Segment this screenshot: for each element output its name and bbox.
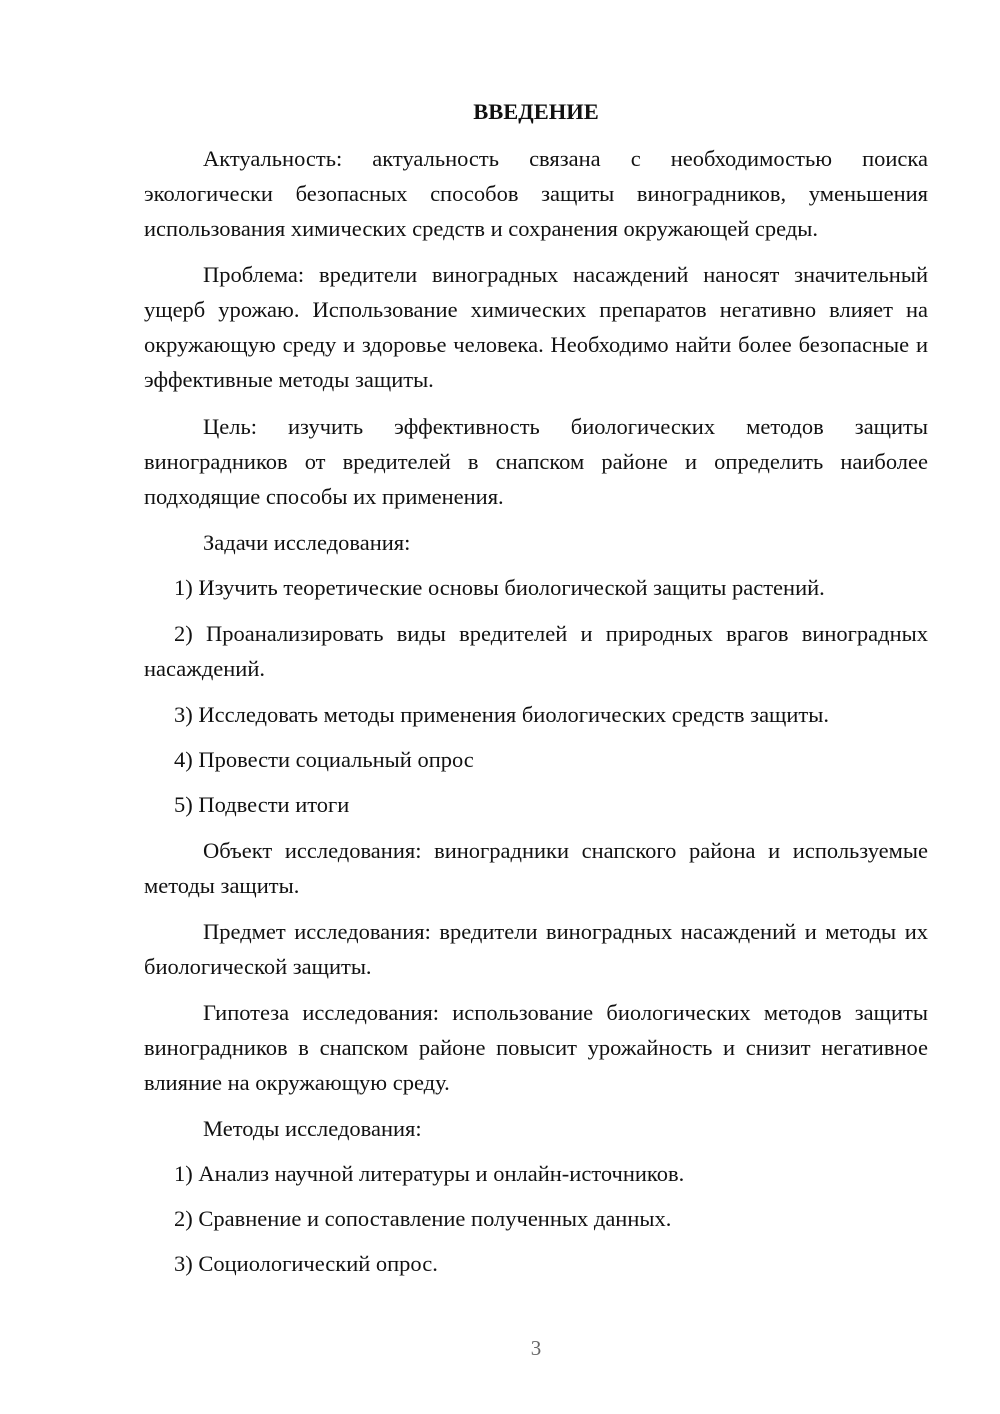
relevance-paragraph: Актуальность: актуальность связана с необходимостью поиска экологически безопасных способов защиты виноградников, уменьшения использования химических средств и сохранения окружающей среды. <box>144 146 928 241</box>
method-item-1: 1) Анализ научной литературы и онлайн-источников. <box>174 1161 685 1186</box>
methods-heading: Методы исследования: <box>203 1116 422 1141</box>
page-number: 3 <box>530 1336 542 1360</box>
hypothesis-paragraph: Гипотеза исследования: использование биологических методов защиты виноградников в снапском районе повысит урожайность и снизит негативное влияние на окружающую среду. <box>144 1000 928 1095</box>
document-title: ВВЕДЕНИЕ <box>473 99 599 124</box>
method-item-2: 2) Сравнение и сопоставление полученных данных. <box>174 1206 672 1231</box>
problem-paragraph: Проблема: вредители виноградных насаждений наносят значительный ущерб урожаю. Использование химических препаратов негативно влияет на окружающую среду и здоровье человека. Необходимо найти более безопасные и эффективные методы защиты. <box>144 262 928 392</box>
method-item-3: 3) Социологический опрос. <box>174 1251 438 1276</box>
object-paragraph: Объект исследования: виноградники снапского района и используемые методы защиты. <box>144 838 928 898</box>
task-item-3: 3) Исследовать методы применения биологических средств защиты. <box>174 702 829 727</box>
task-item-2: 2) Проанализировать виды вредителей и природных врагов виноградных насаждений. <box>144 621 928 681</box>
task-item-1: 1) Изучить теоретические основы биологической защиты растений. <box>174 575 825 600</box>
task-item-4: 4) Провести социальный опрос <box>174 747 474 772</box>
subject-paragraph: Предмет исследования: вредители виноградных насаждений и методы их биологической защиты. <box>144 919 928 979</box>
task-item-5: 5) Подвести итоги <box>174 792 350 817</box>
tasks-heading: Задачи исследования: <box>203 530 411 555</box>
goal-paragraph: Цель: изучить эффективность биологических методов защиты виноградников от вредителей в снапском районе и определить наиболее подходящие способы их применения. <box>144 414 928 509</box>
